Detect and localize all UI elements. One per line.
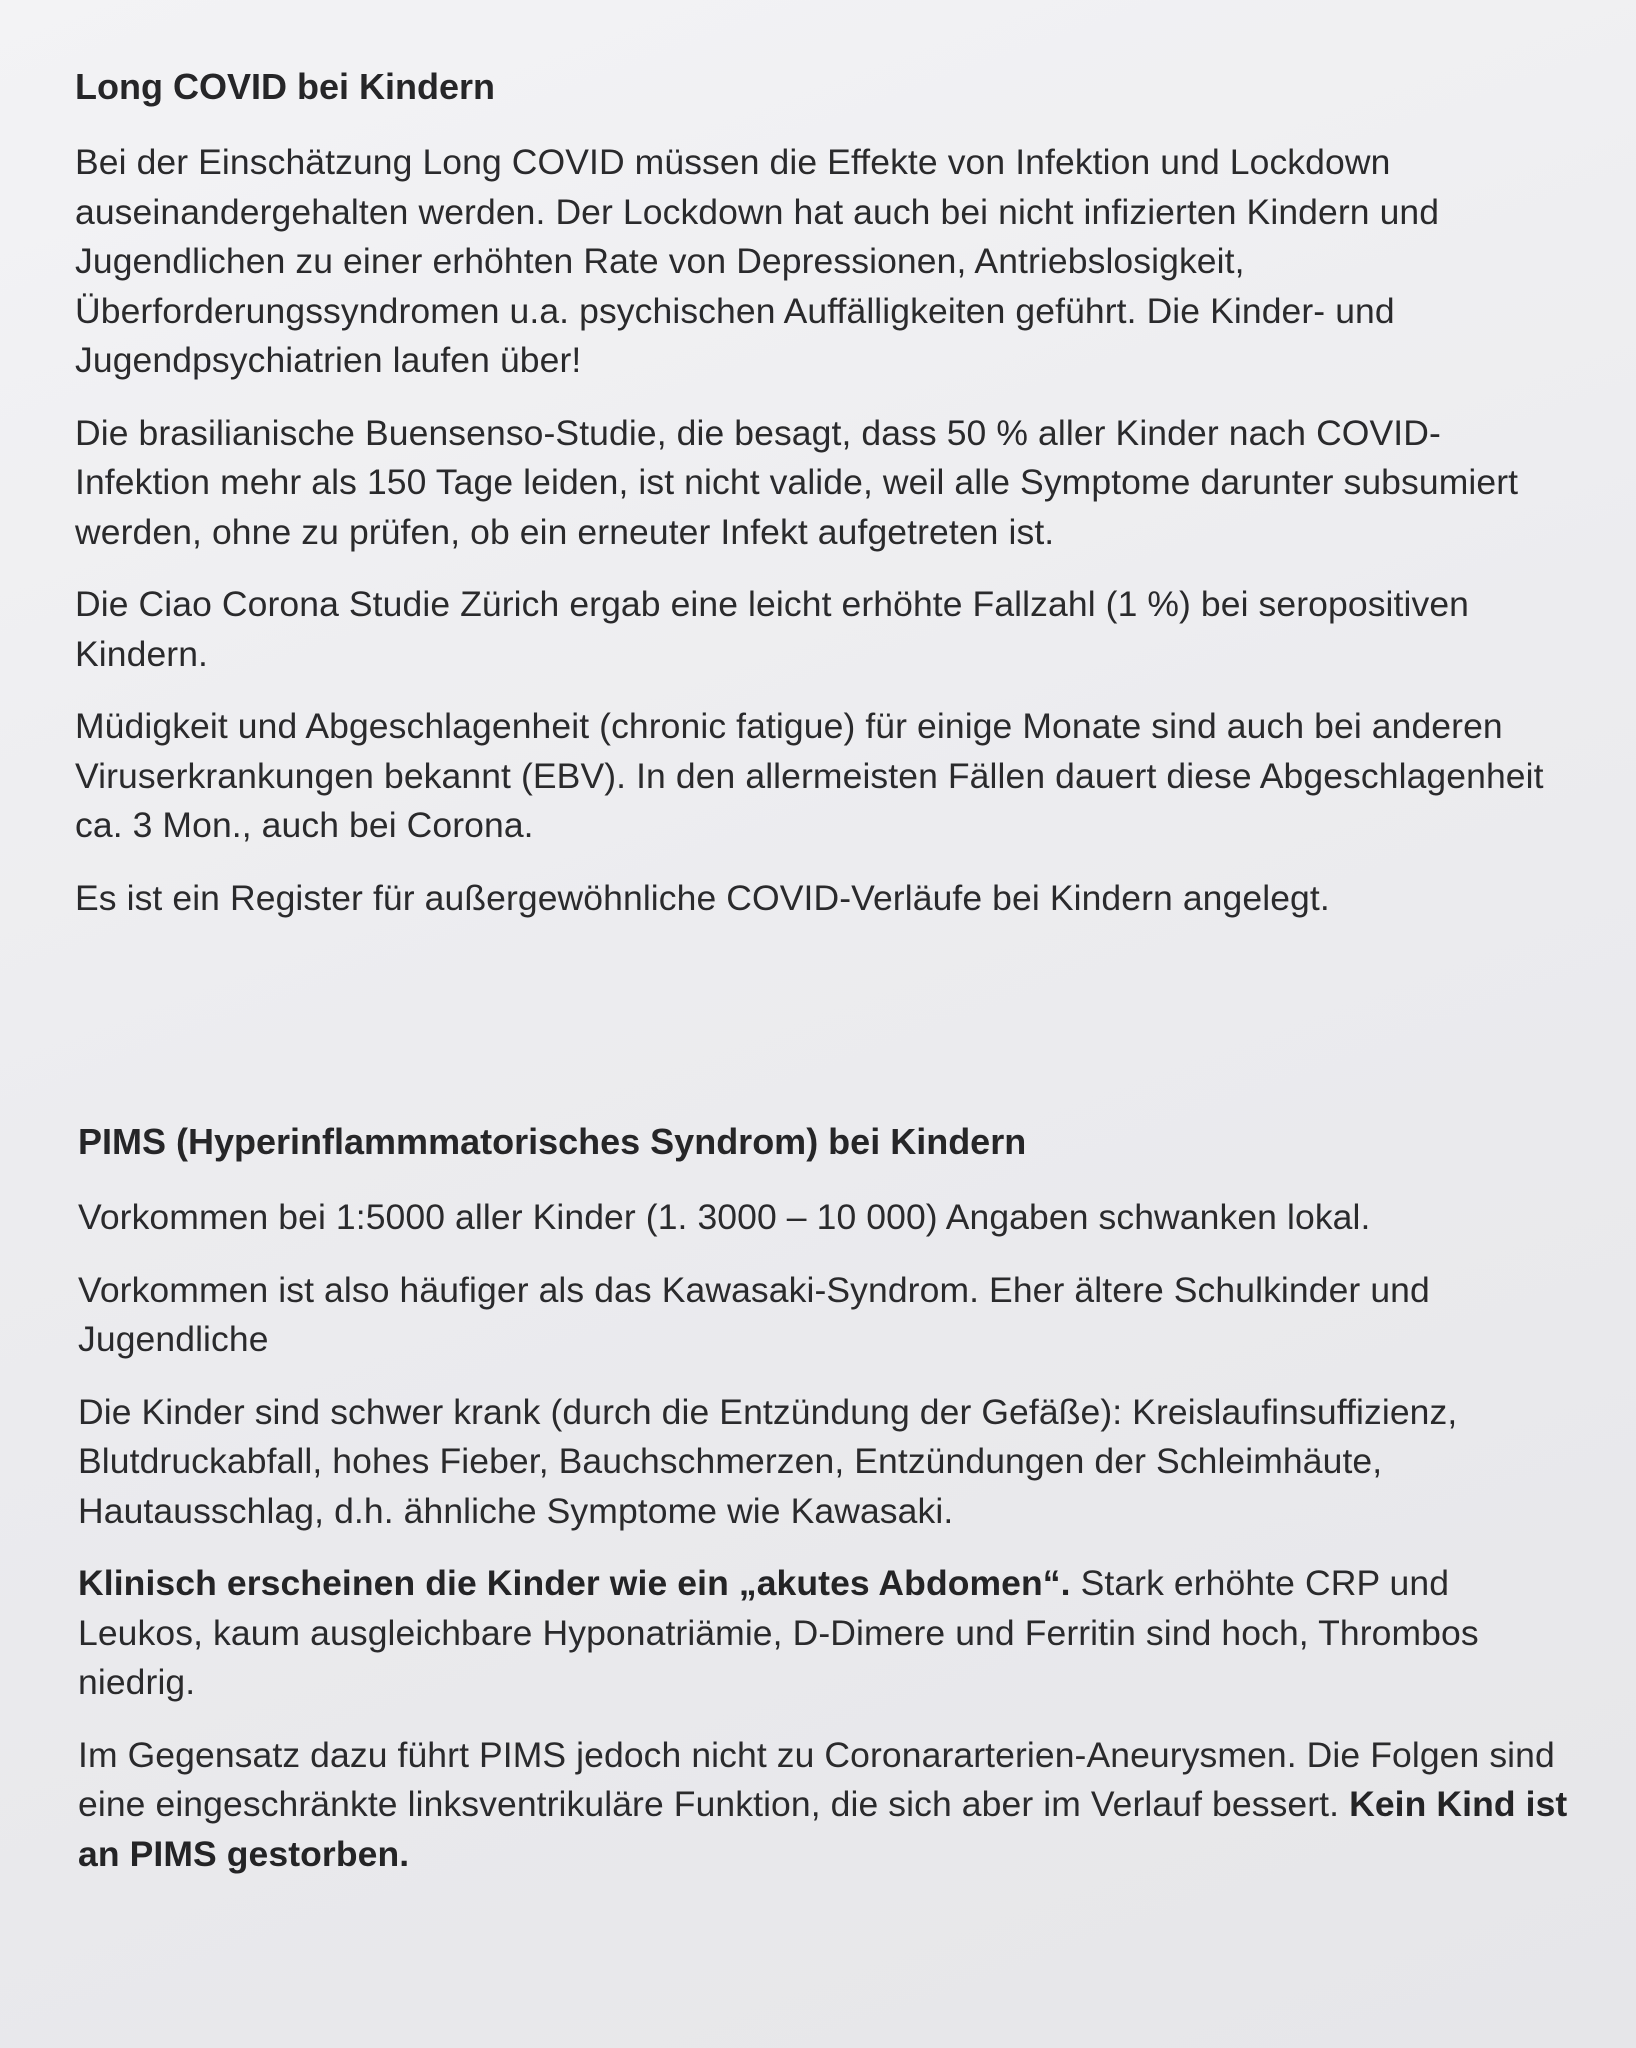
heading-long-covid: Long COVID bei Kindern: [75, 66, 495, 107]
pims-4-bold-lead: Klinisch erscheinen die Kinder wie ein „akutes Abdomen“.: [78, 1563, 1071, 1603]
paragraph-long-covid-3: Die Ciao Corona Studie Zürich ergab eine leicht erhöhte Fallzahl (1 %) bei seropositiven Kindern.: [75, 584, 1470, 674]
paragraph-pims-4: [78, 1559, 1578, 1708]
paragraph-pims-5: [78, 1731, 1578, 1880]
heading-pims: PIMS (Hyperinflammmatorisches Syndrom) bei Kindern: [78, 1121, 1027, 1162]
paragraph-pims-3: Die Kinder sind schwer krank (durch die Entzündung der Gefäße): Kreislaufinsuffizienz, Blutdruckabfall, hohes Fieber, Bauchschmerzen, Entzündungen der Schleimhäute, Hautausschlag, d.h. ähnliche Symptome wie Kawasaki.: [78, 1391, 1458, 1531]
paragraph-long-covid-1: Bei der Einschätzung Long COVID müssen die Effekte von Infektion und Lockdown auseinandergehalten werden. Der Lockdown hat auch bei nicht infizierten Kindern und Jugendlichen zu einer erhöhten Rate von Depressionen, Antriebslosigkeit, Überforderungssyndromen u.a. psychischen Auffälligkeiten geführt. Die Kinder- und Jugendpsychiatrien laufen über!: [75, 142, 1440, 380]
pims-5-bold-end: Kein Kind ist an PIMS gestorben.: [78, 1784, 1568, 1874]
section-long-covid: [75, 62, 1575, 946]
pims-5-start: Im Gegensatz dazu führt PIMS jedoch nicht zu Coronararterien-Aneurysmen. Die Folgen sind eine eingeschränkte linksventrikuläre Funktion, die sich aber im Verlauf bessert.: [78, 1734, 1555, 1824]
paragraph-long-covid-5: Es ist ein Register für außergewöhnliche COVID-Verläufe bei Kindern angelegt.: [75, 877, 1330, 918]
paragraph-long-covid-2: Die brasilianische Buensenso-Studie, die besagt, dass 50 % aller Kinder nach COVID-Infektion mehr als 150 Tage leiden, ist nicht valide, weil alle Symptome darunter subsumiert werden, ohne zu prüfen, ob ein erneuter Infekt aufgetreten ist.: [75, 412, 1519, 552]
paragraph-pims-2: Vorkommen ist also häufiger als das Kawasaki-Syndrom. Eher ältere Schulkinder und Jugendliche: [78, 1269, 1430, 1359]
paragraph-pims-1: Vorkommen bei 1:5000 aller Kinder (1. 3000 – 10 000) Angaben schwanken lokal.: [78, 1197, 1371, 1237]
pims-4-rest: Stark erhöhte CRP und Leukos, kaum ausgleichbare Hyponatriämie, D-Dimere und Ferritin sind hoch, Thrombos niedrig.: [78, 1563, 1479, 1702]
section-pims: [78, 1117, 1578, 1902]
paragraph-long-covid-4: Müdigkeit und Abgeschlagenheit (chronic fatigue) für einige Monate sind auch bei anderen Viruserkrankungen bekannt (EBV). In den allermeisten Fällen dauert diese Abgeschlagenheit ca. 3 Mon., auch bei Corona.: [75, 706, 1544, 845]
